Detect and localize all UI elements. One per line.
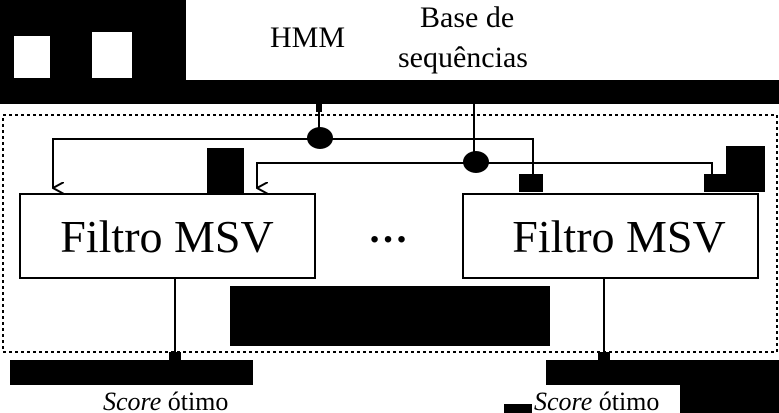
base-label-line2: sequências — [398, 41, 528, 74]
filter-label-right: Filtro MSV — [512, 211, 726, 262]
base-label-line1: Base de — [420, 1, 515, 34]
hmm-label: HMM — [270, 21, 346, 54]
right-filter-port-2 — [704, 174, 728, 192]
bottom-black-block-right — [680, 380, 779, 413]
left-white-square-1 — [14, 36, 50, 78]
score-label-right: Score ótimo — [534, 387, 660, 413]
left-white-square-2 — [92, 32, 132, 78]
hmm-junction-dot — [307, 127, 333, 149]
left-filter-top-block — [207, 148, 244, 194]
base-junction-dot — [463, 151, 489, 173]
right-filter-top-block — [726, 146, 765, 192]
score-label-left: Score ótimo — [103, 387, 229, 413]
filter-label-left: Filtro MSV — [60, 211, 274, 262]
bottom-small-block — [504, 404, 532, 413]
middle-black-block — [230, 286, 550, 346]
bottom-black-band-left — [10, 360, 253, 385]
right-filter-port-1 — [519, 174, 543, 192]
ellipsis-label: … — [368, 206, 408, 251]
